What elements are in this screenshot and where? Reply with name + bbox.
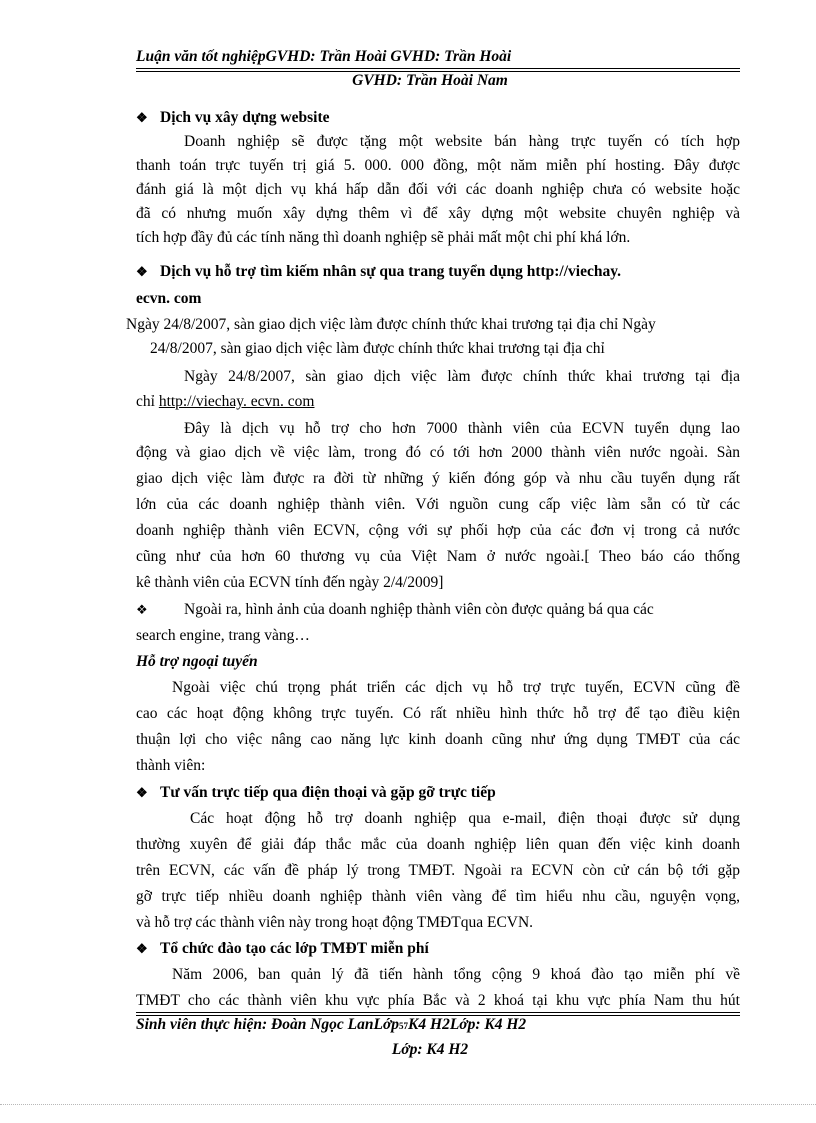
heading-website: ❖ Dịch vụ xây dựng website bbox=[136, 107, 740, 129]
bullet-diamond-icon: ❖ bbox=[136, 785, 148, 800]
paragraph-line: Ngoài việc chú trọng phát triển các dịch vụ hỗ trợ trực tuyến, ECVN cũng đề bbox=[172, 679, 740, 696]
bullet-diamond-icon: ❖ bbox=[136, 602, 148, 617]
header-title: Luận văn tốt nghiệpGVHD: Trần Hoài GVHD: Trần Hoài bbox=[136, 48, 512, 65]
paragraph-line: trên ECVN, các vấn đề pháp lý trong TMĐT. Ngoài ra ECVN còn cử cán bộ tới gặp bbox=[136, 862, 740, 879]
bullet-diamond-icon: ❖ bbox=[136, 264, 148, 279]
paragraph-line: doanh nghiệp thành viên ECVN, cộng với sự phối hợp của các đơn vị trong cả nước bbox=[136, 522, 740, 539]
page-number: 57 bbox=[399, 1021, 409, 1031]
paragraph-line: Ngày 24/8/2007, sàn giao dịch việc làm được chính thức khai trương tại địa chỉ Ngày bbox=[126, 316, 656, 333]
paragraph-line: đã có nhưng muốn xây dựng thêm vì để xây dựng một website chuyên nghiệp và bbox=[136, 205, 740, 222]
paragraph-line: động và giao dịch về việc làm, trong đó có tới hơn 2000 thành viên nước ngoài. Sàn bbox=[136, 444, 740, 461]
paragraph-line: cao các hoạt động không trực tuyến. Có rất nhiều hình thức hỗ trợ để tạo điều kiện bbox=[136, 705, 740, 722]
paragraph-line: thường xuyên để giải đáp thắc mắc của doanh nghiệp liên quan đến việc kinh doanh bbox=[136, 836, 740, 853]
paragraph-line: thành viên: bbox=[136, 757, 206, 774]
paragraph-line-bulleted: ❖ Ngoài ra, hình ảnh của doanh nghiệp thành viên còn được quảng bá qua các bbox=[136, 599, 740, 621]
paragraph-line: và hỗ trợ các thành viên này trong hoạt động TMĐTqua ECVN. bbox=[136, 914, 534, 931]
heading-recruitment: ❖ Dịch vụ hỗ trợ tìm kiếm nhân sự qua trang tuyển dụng http://viechay. bbox=[136, 261, 740, 283]
footer-rule-top bbox=[136, 1012, 740, 1013]
paragraph-line: search engine, trang vàng… bbox=[136, 627, 310, 644]
heading-training: ❖ Tổ chức đào tạo các lớp TMĐT miễn phí bbox=[136, 938, 740, 960]
heading-recruitment-cont: ecvn. com bbox=[136, 290, 202, 307]
paragraph-line: thanh toán trực tuyến trị giá 5. 000. 000 đồng, một năm miễn phí hosting. Đây được bbox=[136, 157, 740, 174]
paragraph-line: tích hợp đầy đủ các tính năng thì doanh nghiệp sẽ phải mất một chi phí khá lớn. bbox=[136, 229, 631, 246]
paragraph-line: Đây là dịch vụ hỗ trợ cho hơn 7000 thành viên của ECVN tuyển dụng lao bbox=[184, 420, 740, 437]
paragraph-line: Doanh nghiệp sẽ được tặng một website bán hàng trực tuyến có tích hợp bbox=[184, 133, 740, 150]
heading-offline: Hỗ trợ ngoại tuyến bbox=[136, 653, 258, 670]
paragraph-line: Năm 2006, ban quản lý đã tiến hành tổng cộng 9 khoá đào tạo miễn phí về bbox=[172, 966, 740, 983]
paragraph-line: giao dịch việc làm được ra đời từ những ý kiến đóng góp và nhu cầu tuyển dụng rất bbox=[136, 470, 740, 487]
paragraph-line: 24/8/2007, sàn giao dịch việc làm được chính thức khai trương tại địa chỉ bbox=[150, 340, 605, 357]
header-rule-top bbox=[136, 68, 740, 69]
paragraph-line: cũng như của hơn 60 thương vụ của Việt Nam ở nước ngoài.[ Theo báo cáo thống bbox=[136, 548, 740, 565]
paragraph-line: gỡ trực tiếp nhiều doanh nghiệp thành viên vàng để tìm hiểu nhu cầu, nguyện vọng, bbox=[136, 888, 740, 905]
paragraph-line: Các hoạt động hỗ trợ doanh nghiệp qua e-mail, điện thoại được sử dụng bbox=[190, 810, 740, 827]
viechay-link[interactable]: http://viechay. ecvn. com bbox=[158, 393, 315, 410]
paragraph-line: TMĐT cho các thành viên khu vực phía Bắc và 2 khoá tại khu vực phía Nam thu hút bbox=[136, 992, 740, 1009]
paragraph-line: thuận lợi cho việc nâng cao năng lực kinh doanh cũng như ứng dụng TMĐT của các bbox=[136, 731, 740, 748]
paragraph-line: chỉ http://viechay. ecvn. com bbox=[136, 393, 315, 410]
footer-class: Lớp: K4 H2 bbox=[391, 1041, 469, 1058]
paragraph-line: Ngày 24/8/2007, sàn giao dịch việc làm được chính thức khai trương tại địa bbox=[184, 368, 740, 385]
page-edge-divider bbox=[0, 1104, 816, 1105]
paragraph-line: kê thành viên của ECVN tính đến ngày 2/4/2009] bbox=[136, 574, 444, 591]
bullet-diamond-icon: ❖ bbox=[136, 110, 148, 125]
bullet-diamond-icon: ❖ bbox=[136, 941, 148, 956]
footer-student: Sinh viên thực hiện: Đoàn Ngọc LanLớp57K4 H2Lớp: K4 H2 bbox=[136, 1016, 527, 1033]
heading-consult: ❖ Tư vấn trực tiếp qua điện thoại và gặp gỡ trực tiếp bbox=[136, 782, 740, 804]
paragraph-line: đánh giá là một dịch vụ khá hấp dẫn đối với các doanh nghiệp chưa có website hoặc bbox=[136, 181, 740, 198]
header-subtitle: GVHD: Trần Hoài Nam bbox=[352, 72, 508, 89]
paragraph-line: lớn của các doanh nghiệp thành viên. Với nguồn cung cấp việc làm sẵn có từ các bbox=[136, 496, 740, 513]
